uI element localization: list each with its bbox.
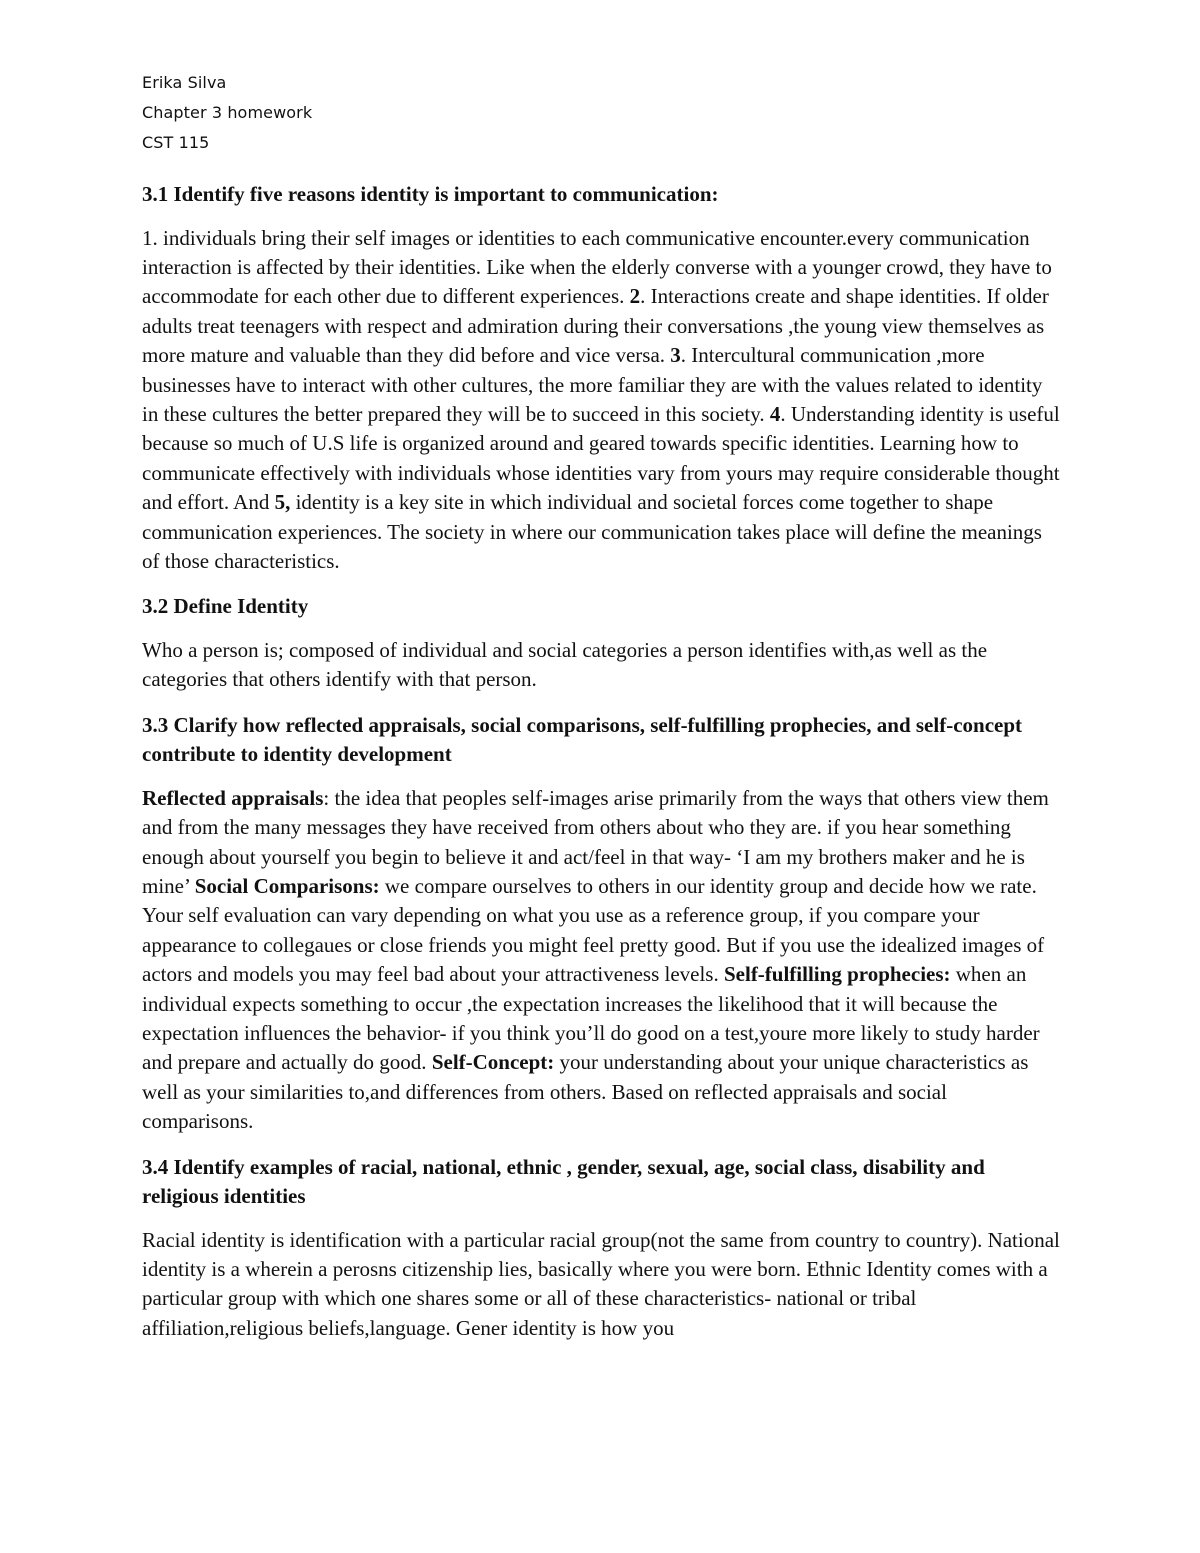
section-3-1-body <box>142 224 1062 577</box>
reason-3-text: . Intercultural communication ,more businesses have to interact with other cultures, the more familiar they are with the values related to identity in these cultures the better prepared they will be to succeed in this society. <box>142 343 1043 426</box>
author-name: Erika Silva <box>142 73 227 92</box>
reason-4-number: 4 <box>769 401 781 426</box>
definition-self-fulfilling-prophecies: when an individual expects something to occur ,the expectation increases the likelihood that it will because the expectation influences the behavior- if you think you’ll do good on a test,youre more likely to study harder and prepare and actually do good. <box>142 962 1040 1075</box>
section-3-1-heading: 3.1 Identify five reasons identity is important to communication: <box>142 182 719 206</box>
reason-5-text: identity is a key site in which individual and societal forces come together to shape communication experiences. The society in where our communication takes place will define the meanings of those characteristics. <box>142 490 1042 573</box>
section-3-2-heading: 3.2 Define Identity <box>142 594 309 619</box>
definition-self-concept: your understanding about your unique characteristics as well as your similarities to,and differences from others. Based on reflected appraisals and social comparisons. <box>142 1050 1029 1134</box>
section-3-4-heading: 3.4 Identify examples of racial, national, ethnic , gender, sexual, age, social class, disability and religious identities <box>142 1154 985 1209</box>
term-self-concept: Self-Concept: <box>431 1050 555 1075</box>
term-social-comparisons: Social Comparisons: <box>194 873 380 898</box>
document-page <box>142 68 1062 1343</box>
course-code: CST 115 <box>142 133 210 152</box>
reason-4-text: . Understanding identity is useful because so much of U.S life is organized around and geared towards specific identities. Learning how to communicate effectively with individuals whose identities vary from yours may require considerable thought and effort. And <box>142 401 1060 515</box>
section-3-3-heading: 3.3 Clarify how reflected appraisals, social comparisons, self-fulfilling prophecies, and self-concept contribute to identity development <box>142 712 1023 767</box>
definition-reflected-appraisals: : the idea that peoples self-images arise primarily from the ways that others view them and from the many messages they have received from others about who they are. if you hear something enough about yourself you begin to believe it and act/feel in that way- ‘I am my brothers maker and he is mine’ <box>142 785 1049 898</box>
section-3-2-body: Who a person is; composed of individual and social categories a person identifies with,as well as the categories that others identify with that person. <box>142 637 988 692</box>
reason-3-number: 3 <box>670 343 681 368</box>
reason-2-number: 2 <box>629 284 641 309</box>
term-self-fulfilling-prophecies: Self-fulfilling prophecies: <box>723 962 951 987</box>
assignment-title: Chapter 3 homework <box>142 103 313 122</box>
reason-2-text: . Interactions create and shape identities. If older adults treat teenagers with respect and admiration during their conversations ,the young view themselves as more mature and valuable than they did before and vice versa. <box>142 284 1049 368</box>
reason-5-number: 5, <box>274 490 291 515</box>
reason-1-text: 1. individuals bring their self images or identities to each communicative encounter.every communication interaction is affected by their identities. Like when the elderly converse with a younger crowd, they have to accommodate for each other due to different experiences. <box>142 225 1052 309</box>
term-reflected-appraisals: Reflected appraisals <box>142 785 324 810</box>
section-3-4-body: Racial identity is identification with a particular racial group(not the same from country to country). National identity is a wherein a perosns citizenship lies, basically where you were born. Ethnic Identity comes with a particular group with which one shares some or all of these characteristics- national or tribal affiliation,religious beliefs,language. Gener identity is how you <box>142 1227 1060 1340</box>
section-3-3-body <box>142 784 1062 1137</box>
definition-social-comparisons: we compare ourselves to others in our identity group and decide how we rate. Your self evaluation can vary depending on what you use as a reference group, if you compare your appearance to collegaues or close friends you might feel pretty good. But if you use the idealized images of actors and models you may feel bad about your attractiveness levels. <box>142 873 1045 987</box>
